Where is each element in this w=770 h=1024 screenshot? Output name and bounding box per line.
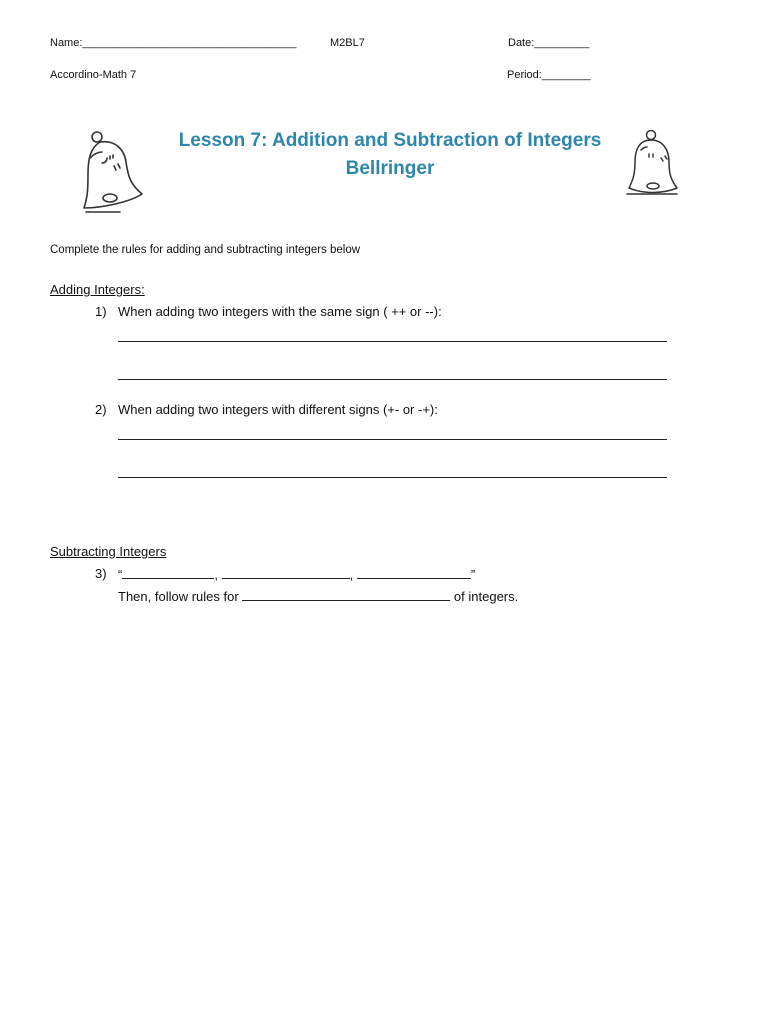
item-number: 1) [95, 304, 107, 319]
item-number: 2) [95, 402, 107, 417]
answer-line[interactable] [118, 341, 667, 342]
comma: , [214, 567, 218, 582]
answer-line[interactable] [118, 379, 667, 380]
name-field[interactable]: Name:___________________________________ [50, 37, 297, 49]
date-field[interactable]: Date:_________ [508, 37, 590, 49]
lesson-title: Lesson 7: Addition and Subtraction of Integers [178, 130, 602, 151]
open-quote: “ [118, 567, 123, 582]
period-field[interactable]: Period:________ [507, 69, 591, 81]
class-name: Accordino-Math 7 [50, 69, 137, 81]
lesson-code: M2BL7 [330, 37, 365, 49]
section-heading-adding: Adding Integers: [50, 282, 145, 297]
subtraction-rule-blanks [118, 566, 475, 582]
rule-prompt-different-signs: When adding two integers with different signs (+- or -+): [118, 402, 438, 417]
answer-line[interactable] [118, 439, 667, 440]
answer-blank[interactable] [242, 588, 450, 601]
bell-icon [80, 128, 146, 214]
section-heading-subtracting: Subtracting Integers [50, 544, 167, 559]
close-quote: ” [470, 567, 476, 582]
rule-prompt-same-sign: When adding two integers with the same sign ( ++ or --): [118, 304, 442, 319]
answer-blank[interactable] [222, 566, 350, 579]
follow-rules-line [118, 588, 518, 604]
lesson-subtitle: Bellringer [345, 158, 435, 179]
answer-blank[interactable] [357, 566, 471, 579]
then-text: Then, follow rules for [118, 589, 239, 604]
end-text: of integers. [453, 589, 519, 604]
instructions: Complete the rules for adding and subtracting integers below [50, 244, 361, 256]
answer-blank[interactable] [122, 566, 214, 579]
comma: , [349, 567, 354, 582]
bell-icon [625, 128, 681, 198]
item-number: 3) [95, 566, 107, 581]
answer-line[interactable] [118, 477, 667, 478]
